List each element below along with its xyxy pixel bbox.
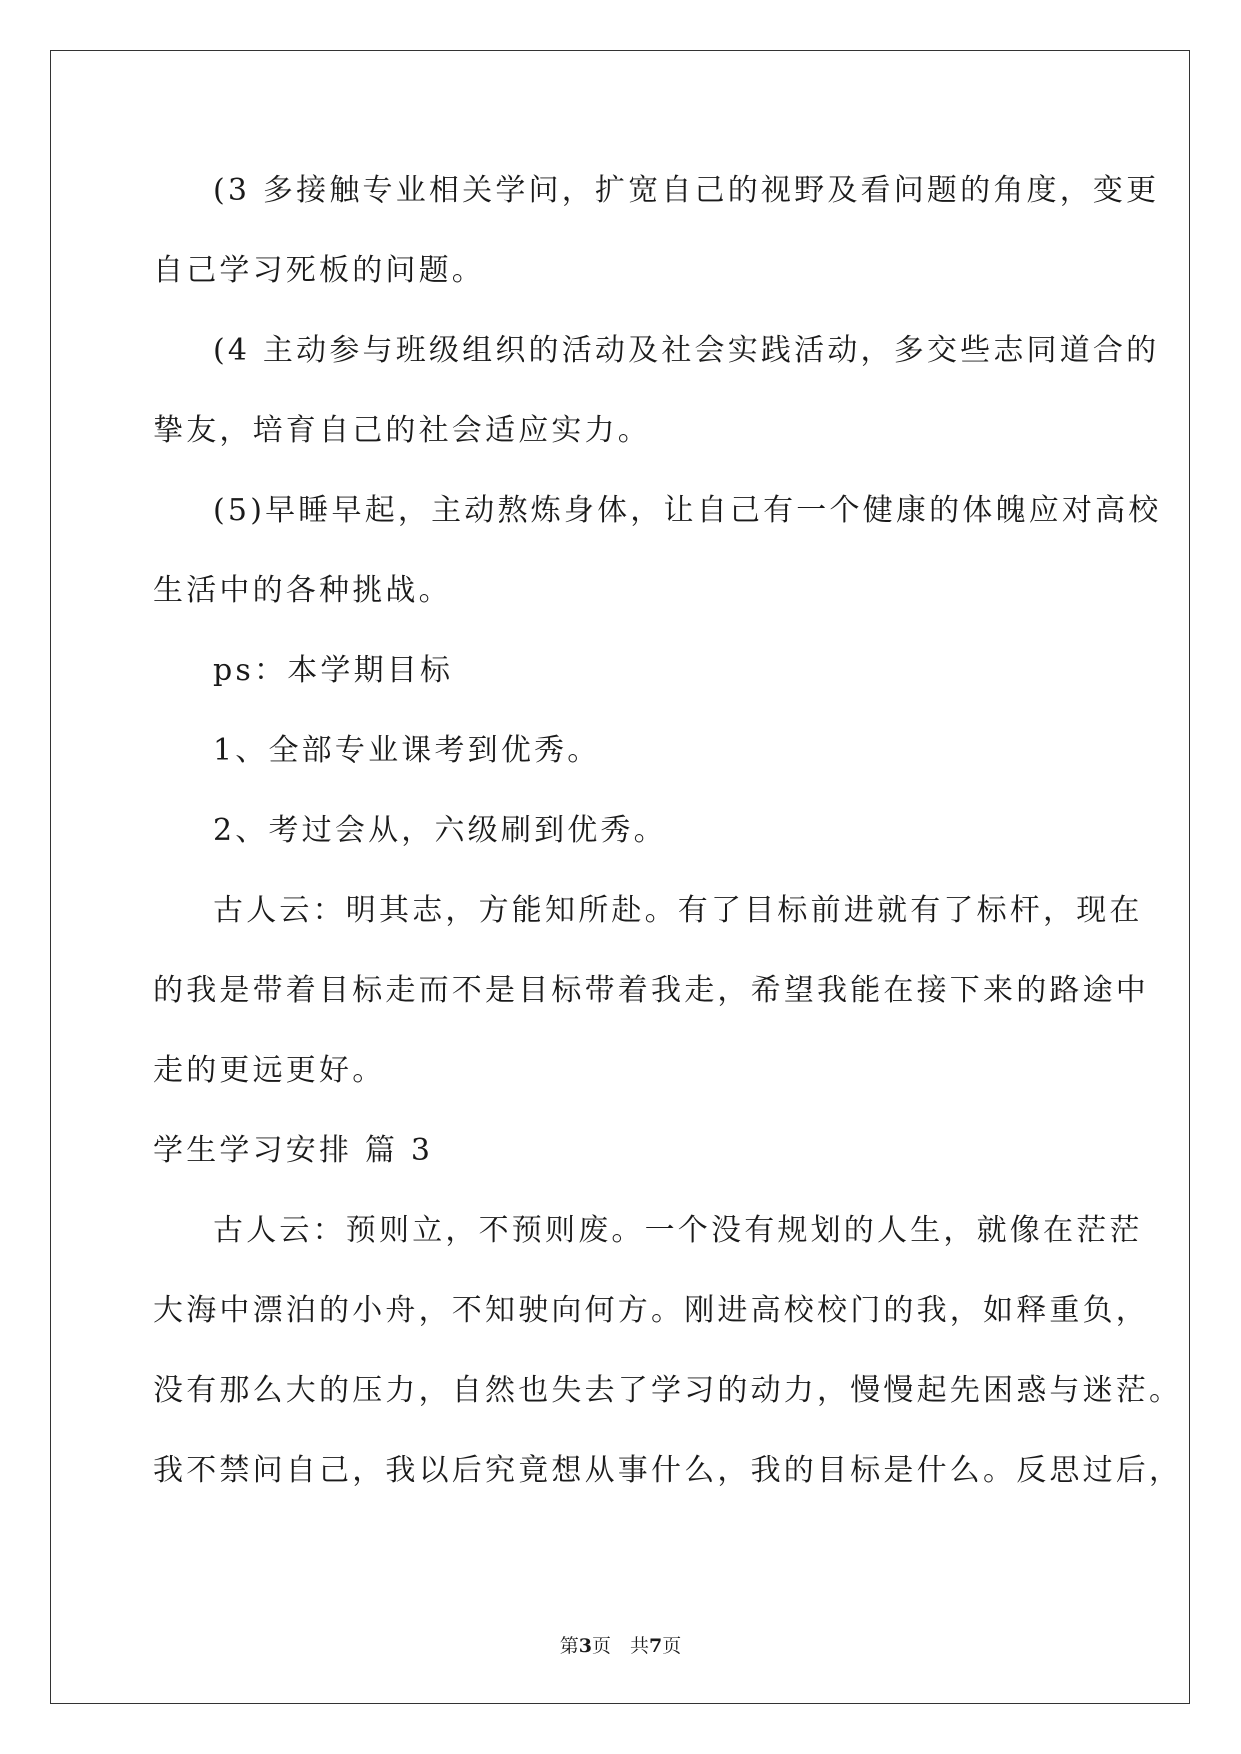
paragraph-line: 自己学习死板的问题。 — [153, 253, 485, 288]
footer-prefix: 第 — [559, 1635, 579, 1657]
paragraph-line: 1、全部专业课考到优秀。 — [213, 733, 601, 768]
paragraph-line: 走的更远更好。 — [153, 1053, 386, 1088]
paragraph-line: (4 主动参与班级组织的活动及社会实践活动，多交些志同道合的 — [213, 333, 1160, 368]
paragraph-line: 没有那么大的压力，自然也失去了学习的动力，慢慢起先困惑与迷茫。 — [153, 1373, 1183, 1408]
paragraph-line: 古人云：明其志，方能知所赴。有了目标前进就有了标杆，现在 — [213, 893, 1143, 928]
paragraph-line: 大海中漂泊的小舟，不知驶向何方。刚进高校校门的我，如释重负， — [153, 1293, 1149, 1328]
paragraph-line: 生活中的各种挑战。 — [153, 573, 452, 608]
paragraph-line: 古人云：预则立，不预则废。一个没有规划的人生，就像在茫茫 — [213, 1213, 1143, 1248]
paragraph-line: 2、考过会从，六级刷到优秀。 — [213, 813, 667, 848]
footer-middle: 页 共 — [591, 1635, 649, 1657]
page-number: 3 — [578, 1635, 592, 1657]
paragraph-line: (3 多接触专业相关学问，扩宽自己的视野及看问题的角度，变更 — [213, 173, 1160, 208]
footer-suffix: 页 — [662, 1635, 682, 1657]
page-footer — [0, 1634, 1241, 1658]
paragraph-line: ps：本学期目标 — [213, 653, 454, 688]
paragraph-line: 的我是带着目标走而不是目标带着我走，希望我能在接下来的路途中 — [153, 973, 1149, 1008]
section-heading: 学生学习安排 篇 3 — [153, 1133, 434, 1168]
paragraph-line: 我不禁问自己，我以后究竟想从事什么，我的目标是什么。反思过后， — [153, 1453, 1183, 1488]
total-pages: 7 — [649, 1635, 663, 1657]
paragraph-line: 挚友，培育自己的社会适应实力。 — [153, 413, 651, 448]
paragraph-line: (5)早睡早起，主动熬炼身体，让自己有一个健康的体魄应对高校 — [213, 493, 1162, 528]
